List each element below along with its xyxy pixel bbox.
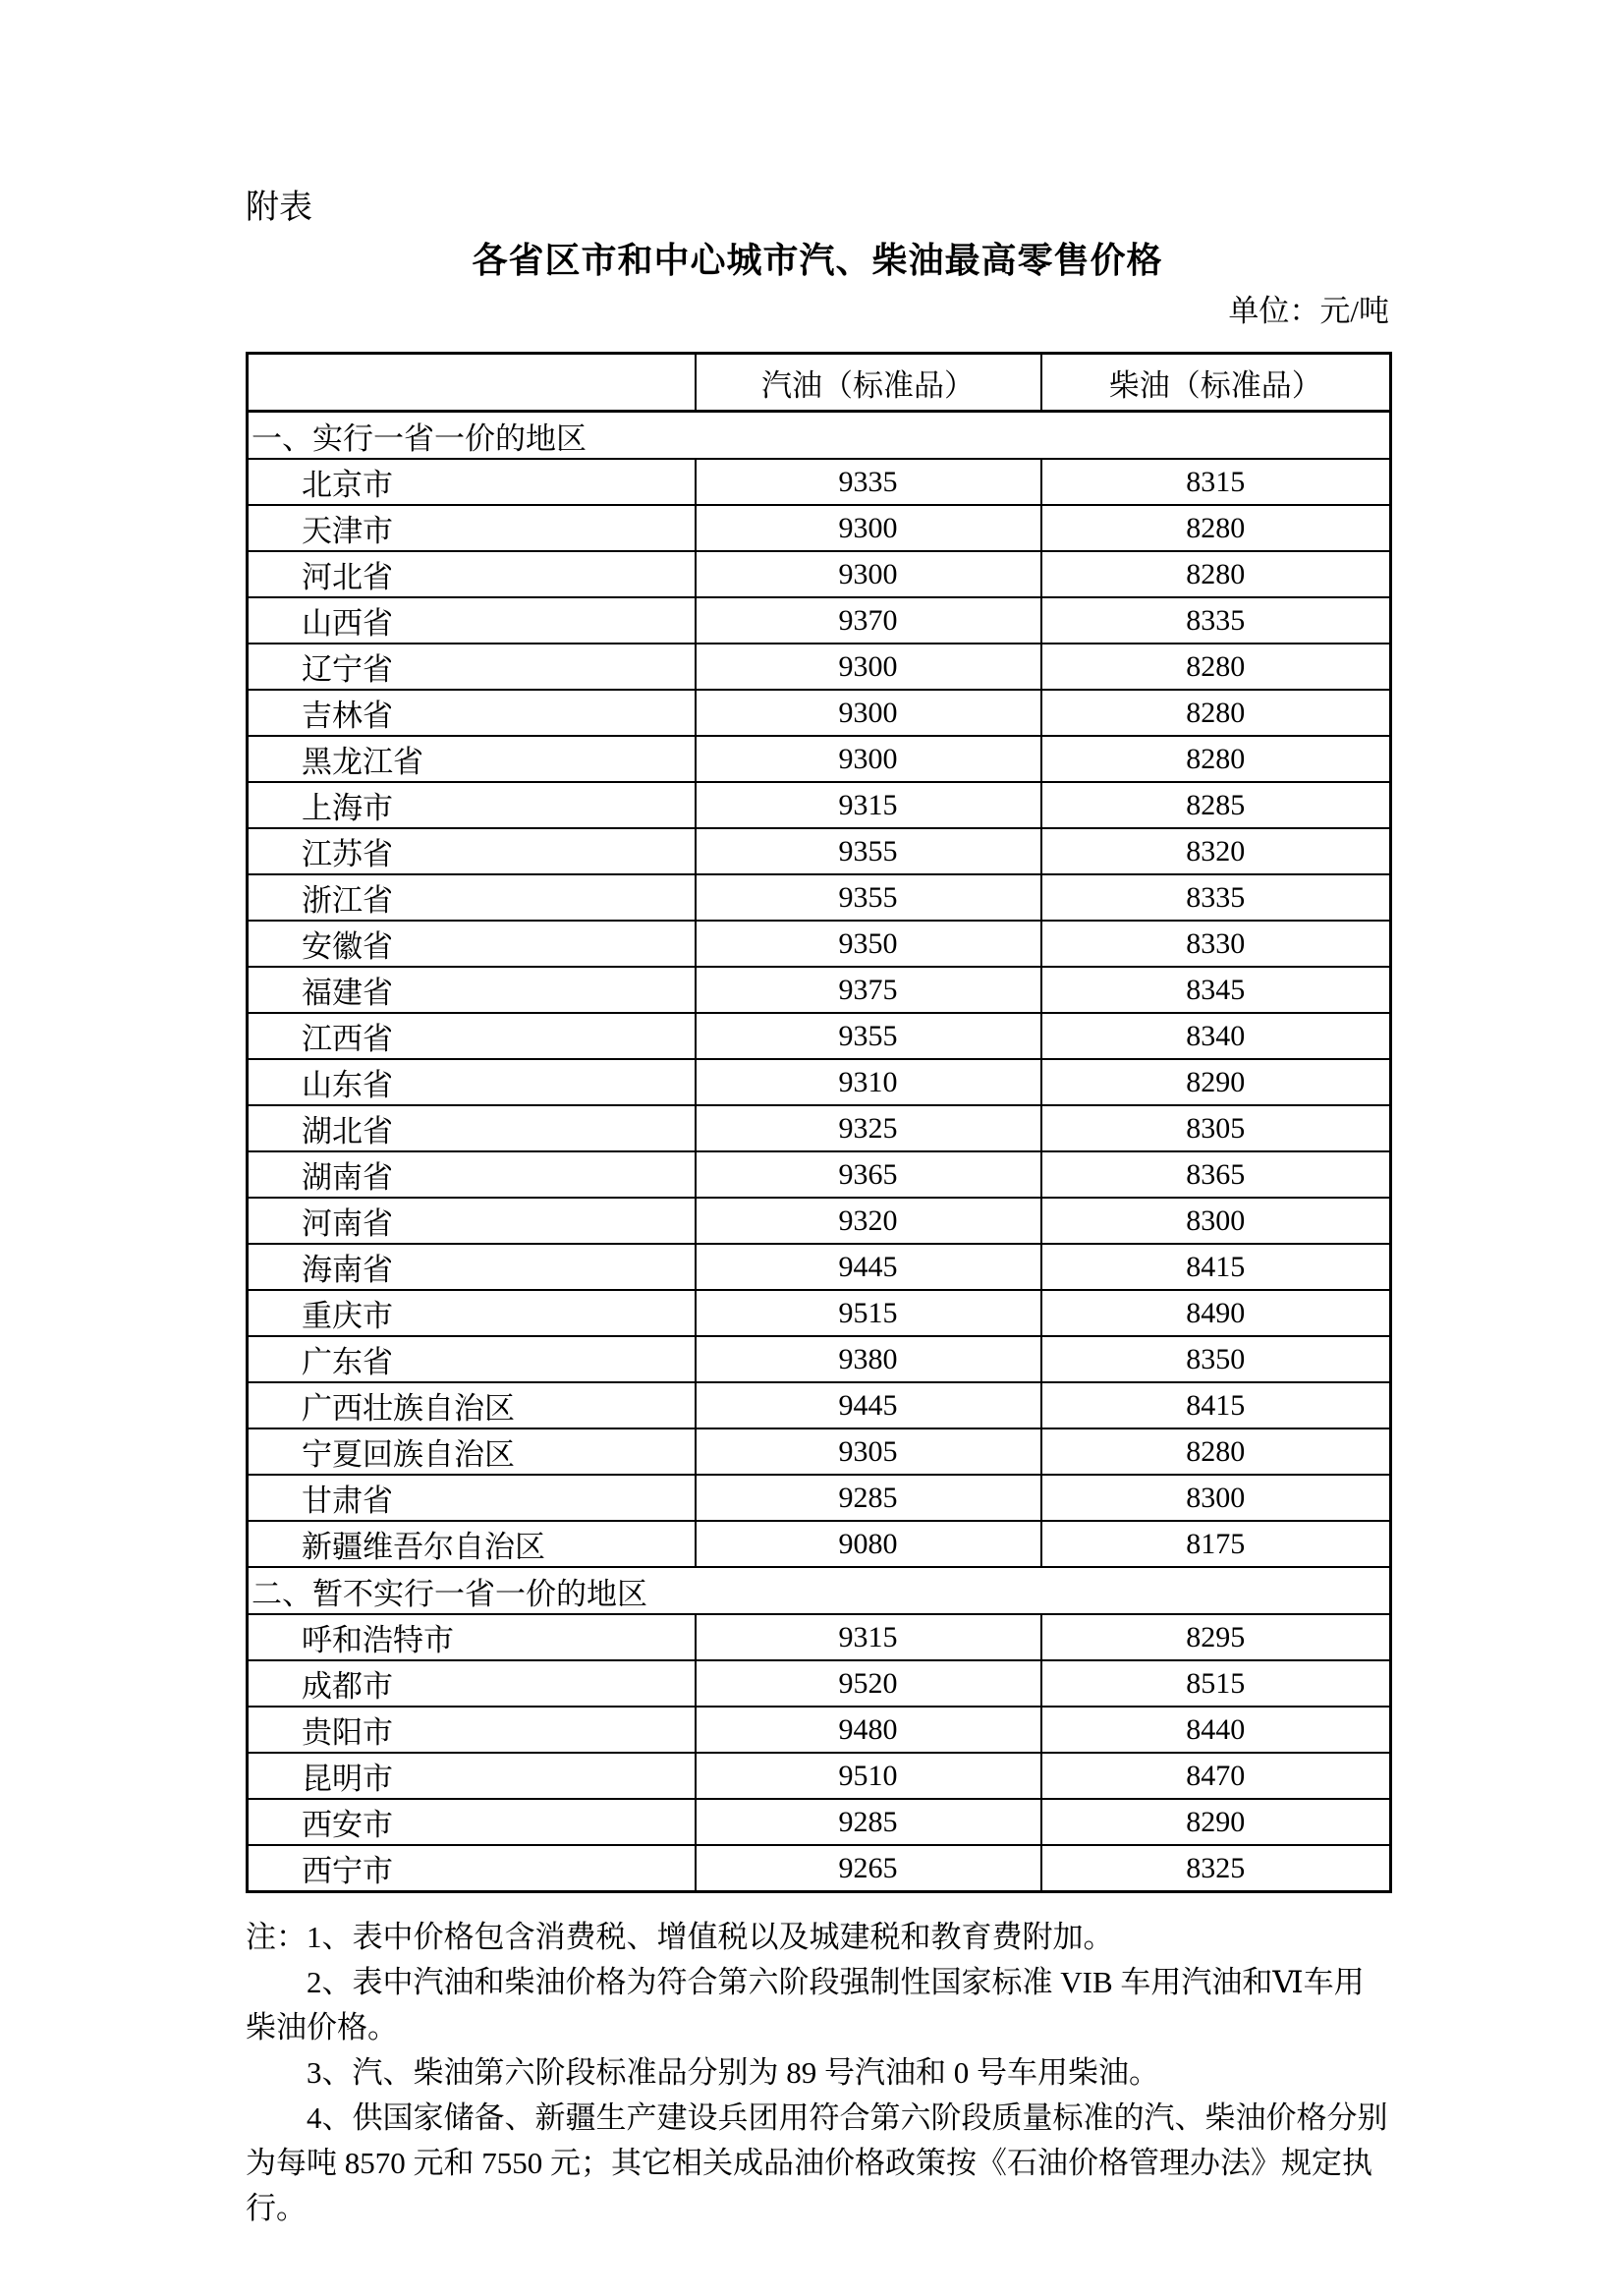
region-cell: 北京市 xyxy=(248,459,696,505)
diesel-price-cell: 8295 xyxy=(1041,1614,1391,1660)
diesel-price-cell: 8285 xyxy=(1041,782,1391,828)
region-cell: 湖北省 xyxy=(248,1105,696,1151)
table-row xyxy=(248,1799,1391,1845)
gasoline-price-cell: 9285 xyxy=(696,1475,1041,1521)
gasoline-price-cell: 9300 xyxy=(696,505,1041,551)
gasoline-price-cell: 9355 xyxy=(696,1013,1041,1059)
diesel-price-cell: 8290 xyxy=(1041,1059,1391,1105)
table-row xyxy=(248,1105,1391,1151)
diesel-price-cell: 8280 xyxy=(1041,551,1391,597)
gasoline-price-cell: 9480 xyxy=(696,1707,1041,1753)
diesel-price-cell: 8470 xyxy=(1041,1753,1391,1799)
table-row xyxy=(248,1013,1391,1059)
page-title: 各省区市和中心城市汽、柴油最高零售价格 xyxy=(472,241,1163,280)
table-row xyxy=(248,1059,1391,1105)
diesel-price-cell: 8340 xyxy=(1041,1013,1391,1059)
diesel-price-cell: 8280 xyxy=(1041,644,1391,690)
table-row xyxy=(248,1845,1391,1892)
region-cell: 福建省 xyxy=(248,967,696,1013)
region-cell: 西宁市 xyxy=(248,1845,696,1892)
table-row xyxy=(248,690,1391,736)
region-cell: 贵阳市 xyxy=(248,1707,696,1753)
price-table xyxy=(246,352,1392,1893)
gasoline-price-cell: 9320 xyxy=(696,1198,1041,1244)
gasoline-price-cell: 9355 xyxy=(696,828,1041,874)
diesel-price-cell: 8365 xyxy=(1041,1151,1391,1198)
table-row xyxy=(248,1290,1391,1336)
gasoline-price-cell: 9355 xyxy=(696,874,1041,921)
region-cell: 海南省 xyxy=(248,1244,696,1290)
table-row xyxy=(248,1660,1391,1707)
appendix-label: 附表 xyxy=(246,190,312,226)
note-line: 注：1、表中价格包含消费税、增值税以及城建税和教育费附加。 xyxy=(246,1920,1114,1954)
table-row xyxy=(248,551,1391,597)
table-row xyxy=(248,1521,1391,1567)
table-row xyxy=(248,1475,1391,1521)
diesel-price-cell: 8325 xyxy=(1041,1845,1391,1892)
gasoline-price-cell: 9325 xyxy=(696,1105,1041,1151)
table-header-row xyxy=(248,354,1391,412)
diesel-price-cell: 8335 xyxy=(1041,874,1391,921)
gasoline-price-cell: 9445 xyxy=(696,1382,1041,1428)
gasoline-price-cell: 9315 xyxy=(696,782,1041,828)
col-header-region xyxy=(248,354,696,412)
section-heading-row xyxy=(248,1567,1391,1614)
region-cell: 浙江省 xyxy=(248,874,696,921)
diesel-price-cell: 8305 xyxy=(1041,1105,1391,1151)
gasoline-price-cell: 9265 xyxy=(696,1845,1041,1892)
diesel-price-cell: 8280 xyxy=(1041,1428,1391,1475)
table-row xyxy=(248,1151,1391,1198)
region-cell: 上海市 xyxy=(248,782,696,828)
diesel-price-cell: 8280 xyxy=(1041,690,1391,736)
diesel-price-cell: 8490 xyxy=(1041,1290,1391,1336)
note-line: 3、汽、柴油第六阶段标准品分别为 89 号汽油和 0 号车用柴油。 xyxy=(307,2055,1159,2090)
table-row xyxy=(248,1336,1391,1382)
table-row xyxy=(248,736,1391,782)
region-cell: 山东省 xyxy=(248,1059,696,1105)
diesel-price-cell: 8315 xyxy=(1041,459,1391,505)
region-cell: 成都市 xyxy=(248,1660,696,1707)
gasoline-price-cell: 9300 xyxy=(696,690,1041,736)
table-row xyxy=(248,828,1391,874)
diesel-price-cell: 8515 xyxy=(1041,1660,1391,1707)
note-line: 2、表中汽油和柴油价格为符合第六阶段强制性国家标准 VIB 车用汽油和Ⅵ车用柴油价格。 xyxy=(246,1965,1365,2044)
gasoline-price-cell: 9305 xyxy=(696,1428,1041,1475)
table-row xyxy=(248,1244,1391,1290)
table-row xyxy=(248,459,1391,505)
gasoline-price-cell: 9300 xyxy=(696,644,1041,690)
diesel-price-cell: 8345 xyxy=(1041,967,1391,1013)
col-header-diesel: 柴油（标准品） xyxy=(1041,354,1391,412)
gasoline-price-cell: 9315 xyxy=(696,1614,1041,1660)
diesel-price-cell: 8300 xyxy=(1041,1198,1391,1244)
region-cell: 辽宁省 xyxy=(248,644,696,690)
diesel-price-cell: 8350 xyxy=(1041,1336,1391,1382)
gasoline-price-cell: 9300 xyxy=(696,551,1041,597)
region-cell: 呼和浩特市 xyxy=(248,1614,696,1660)
diesel-price-cell: 8335 xyxy=(1041,597,1391,644)
gasoline-price-cell: 9300 xyxy=(696,736,1041,782)
table-row xyxy=(248,1614,1391,1660)
region-cell: 江苏省 xyxy=(248,828,696,874)
table-row xyxy=(248,1198,1391,1244)
gasoline-price-cell: 9350 xyxy=(696,921,1041,967)
diesel-price-cell: 8175 xyxy=(1041,1521,1391,1567)
table-row xyxy=(248,1753,1391,1799)
table-row xyxy=(248,1382,1391,1428)
region-cell: 湖南省 xyxy=(248,1151,696,1198)
notes xyxy=(246,1915,1389,2231)
gasoline-price-cell: 9285 xyxy=(696,1799,1041,1845)
table-row xyxy=(248,874,1391,921)
region-cell: 山西省 xyxy=(248,597,696,644)
region-cell: 甘肃省 xyxy=(248,1475,696,1521)
col-header-gasoline: 汽油（标准品） xyxy=(696,354,1041,412)
diesel-price-cell: 8415 xyxy=(1041,1244,1391,1290)
diesel-price-cell: 8320 xyxy=(1041,828,1391,874)
diesel-price-cell: 8415 xyxy=(1041,1382,1391,1428)
region-cell: 江西省 xyxy=(248,1013,696,1059)
gasoline-price-cell: 9445 xyxy=(696,1244,1041,1290)
diesel-price-cell: 8290 xyxy=(1041,1799,1391,1845)
gasoline-price-cell: 9520 xyxy=(696,1660,1041,1707)
gasoline-price-cell: 9310 xyxy=(696,1059,1041,1105)
region-cell: 吉林省 xyxy=(248,690,696,736)
gasoline-price-cell: 9365 xyxy=(696,1151,1041,1198)
gasoline-price-cell: 9510 xyxy=(696,1753,1041,1799)
region-cell: 新疆维吾尔自治区 xyxy=(248,1521,696,1567)
region-cell: 天津市 xyxy=(248,505,696,551)
diesel-price-cell: 8330 xyxy=(1041,921,1391,967)
table-row xyxy=(248,505,1391,551)
diesel-price-cell: 8280 xyxy=(1041,505,1391,551)
table-row xyxy=(248,1707,1391,1753)
section-heading: 二、暂不实行一省一价的地区 xyxy=(248,1567,1391,1614)
diesel-price-cell: 8280 xyxy=(1041,736,1391,782)
region-cell: 宁夏回族自治区 xyxy=(248,1428,696,1475)
note-line: 4、供国家储备、新疆生产建设兵团用符合第六阶段质量标准的汽、柴油价格分别为每吨 8570 元和 7550 元；其它相关成品油价格政策按《石油价格管理办法》规定执行。 xyxy=(246,2100,1388,2225)
table-row xyxy=(248,597,1391,644)
region-cell: 河北省 xyxy=(248,551,696,597)
region-cell: 广西壮族自治区 xyxy=(248,1382,696,1428)
unit-label: 单位：元/吨 xyxy=(1228,294,1389,328)
section-heading: 一、实行一省一价的地区 xyxy=(248,412,1391,460)
region-cell: 昆明市 xyxy=(248,1753,696,1799)
region-cell: 西安市 xyxy=(248,1799,696,1845)
gasoline-price-cell: 9515 xyxy=(696,1290,1041,1336)
price-table-body xyxy=(248,412,1391,1892)
region-cell: 河南省 xyxy=(248,1198,696,1244)
gasoline-price-cell: 9335 xyxy=(696,459,1041,505)
table-row xyxy=(248,782,1391,828)
region-cell: 安徽省 xyxy=(248,921,696,967)
section-heading-row xyxy=(248,412,1391,460)
document-content xyxy=(246,0,1389,2231)
gasoline-price-cell: 9370 xyxy=(696,597,1041,644)
table-row xyxy=(248,967,1391,1013)
gasoline-price-cell: 9380 xyxy=(696,1336,1041,1382)
region-cell: 黑龙江省 xyxy=(248,736,696,782)
region-cell: 广东省 xyxy=(248,1336,696,1382)
gasoline-price-cell: 9375 xyxy=(696,967,1041,1013)
table-row xyxy=(248,644,1391,690)
gasoline-price-cell: 9080 xyxy=(696,1521,1041,1567)
diesel-price-cell: 8440 xyxy=(1041,1707,1391,1753)
diesel-price-cell: 8300 xyxy=(1041,1475,1391,1521)
table-row xyxy=(248,921,1391,967)
region-cell: 重庆市 xyxy=(248,1290,696,1336)
table-row xyxy=(248,1428,1391,1475)
